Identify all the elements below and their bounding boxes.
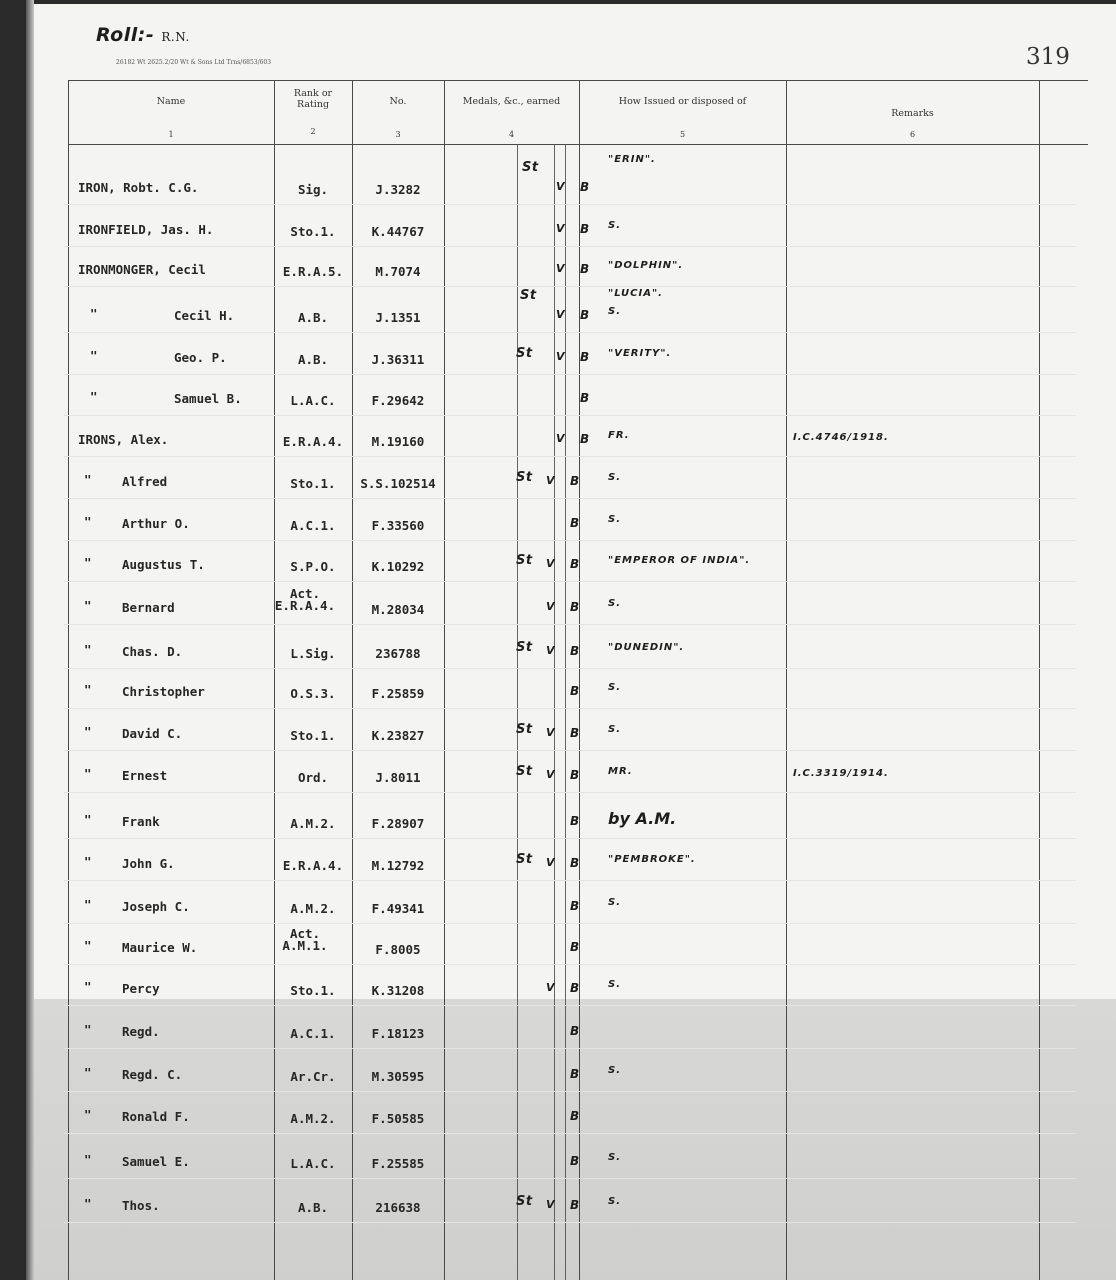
medal-victory: V: [556, 350, 566, 363]
medal-star: St: [516, 1194, 533, 1209]
medal-victory: V: [556, 262, 566, 275]
row-rank: A.B.: [297, 352, 329, 367]
medal-british-war: B: [570, 940, 580, 954]
issue-note: S.: [608, 897, 622, 908]
row-number: K.31208: [371, 983, 425, 998]
medal-british-war: B: [570, 856, 580, 870]
roll-sheet: [34, 4, 1116, 1280]
row-name: IRONMONGER, Cecil: [78, 262, 206, 277]
row-rank: S.P.O.: [290, 559, 336, 574]
column-number-6: 6: [909, 130, 916, 139]
medal-victory: V: [546, 644, 556, 657]
roll-title: Roll:- R.N.: [96, 24, 190, 46]
ruled-line: [64, 750, 1076, 751]
ditto-mark: ": [84, 1022, 92, 1037]
issue-note: "DUNEDIN".: [608, 642, 685, 653]
issue-note: "ERIN".: [608, 154, 656, 165]
row-number: F.25585: [371, 1156, 425, 1171]
row-name: Regd. C.: [122, 1067, 183, 1082]
row-name: Ronald F.: [122, 1109, 190, 1124]
medal-star: St: [520, 288, 537, 303]
ruled-line: [64, 880, 1076, 881]
ditto-mark: ": [84, 642, 92, 657]
ditto-mark: ": [84, 897, 92, 912]
row-rank: E.R.A.5.: [282, 264, 344, 279]
ruled-line: [64, 1005, 1076, 1006]
ditto-mark: ": [84, 1065, 92, 1080]
medal-british-war: B: [580, 350, 590, 364]
row-rank: Sto.1.: [290, 476, 336, 491]
issue-note-extra: "LUCIA".: [608, 288, 663, 299]
row-number: M.7074: [375, 264, 421, 279]
issue-note: FR.: [608, 430, 630, 441]
ditto-mark: ": [84, 724, 92, 739]
row-number: F.25859: [371, 686, 425, 701]
medal-british-war: B: [570, 474, 580, 488]
row-rank: Ar.Cr.: [290, 1069, 336, 1084]
medal-british-war: B: [570, 1067, 580, 1081]
medal-british-war: B: [570, 981, 580, 995]
medal-victory: V: [546, 474, 556, 487]
ruled-line: [64, 708, 1076, 709]
row-rank: Sto.1.: [290, 728, 336, 743]
medal-british-war: B: [570, 768, 580, 782]
ditto-mark: ": [90, 389, 98, 404]
row-name: Geo. P.: [174, 350, 227, 365]
medal-victory: V: [546, 981, 556, 994]
issue-note: by A.M.: [608, 809, 677, 828]
ruled-line: [64, 1222, 1076, 1223]
row-number: M.28034: [371, 602, 425, 617]
row-rank: L.Sig.: [290, 646, 336, 661]
row-name: Regd.: [122, 1024, 160, 1039]
row-name: David C.: [122, 726, 183, 741]
issue-note: S.: [608, 979, 622, 990]
issue-note: S.: [608, 514, 622, 525]
row-name: Maurice W.: [122, 940, 198, 955]
medal-victory: V: [556, 308, 566, 321]
row-name: Joseph C.: [122, 899, 190, 914]
issue-note: S.: [608, 1152, 622, 1163]
ditto-mark: ": [84, 1152, 92, 1167]
print-reference: 26182 Wt 2625.2/20 Wt & Sons Ltd Trns/6853/603: [116, 59, 272, 66]
issue-note: S.: [608, 472, 622, 483]
header-bottom-rule: [68, 144, 1088, 145]
ruled-line: [64, 792, 1076, 793]
issue-note: S.: [608, 598, 622, 609]
ditto-mark: ": [90, 306, 98, 321]
row-name: IRONS, Alex.: [78, 432, 169, 447]
medal-star: St: [516, 553, 533, 568]
row-rank: E.R.A.4.: [282, 434, 344, 449]
row-name: Percy: [122, 981, 160, 996]
column-rule: [579, 80, 580, 1280]
row-name: Cecil H.: [174, 308, 235, 323]
issue-note: S.: [608, 724, 622, 735]
row-number: M.30595: [371, 1069, 425, 1084]
column-rule: [444, 80, 445, 1280]
sheet-edge: [26, 0, 34, 1280]
row-number: F.18123: [371, 1026, 425, 1041]
ditto-mark: ": [84, 682, 92, 697]
medal-star: St: [516, 764, 533, 779]
row-remarks: I.C.3319/1914.: [793, 768, 889, 779]
column-header-2: Rank or Rating: [293, 88, 333, 110]
medal-british-war: B: [570, 814, 580, 828]
ruled-line: [64, 246, 1076, 247]
ruled-line: [64, 624, 1076, 625]
row-number: S.S.102514: [360, 476, 436, 491]
column-header-4: Medals, &c., earned: [462, 96, 561, 107]
medal-victory: V: [546, 726, 556, 739]
issue-note: S.: [608, 682, 622, 693]
medal-subcolumn-rule: [517, 144, 518, 1280]
ruled-line: [64, 838, 1076, 839]
column-number-4: 4: [508, 130, 515, 139]
issue-note: "VERITY".: [608, 348, 672, 359]
medal-british-war: B: [580, 222, 590, 236]
row-rank: L.A.C.: [290, 393, 336, 408]
column-header-6: Remarks: [891, 108, 934, 119]
row-name: Samuel B.: [174, 391, 242, 406]
medal-victory: V: [556, 432, 566, 445]
header-top-rule: [68, 80, 1088, 81]
roll-unit: R.N.: [161, 30, 190, 44]
medal-british-war: B: [570, 684, 580, 698]
row-number: M.19160: [371, 434, 425, 449]
medal-british-war: B: [570, 557, 580, 571]
row-name: Ernest: [122, 768, 168, 783]
medal-british-war: B: [570, 1024, 580, 1038]
ditto-mark: ": [84, 514, 92, 529]
medal-british-war: B: [570, 899, 580, 913]
row-name: Augustus T.: [122, 557, 205, 572]
ruled-line: [64, 668, 1076, 669]
row-name: Alfred: [122, 474, 168, 489]
ruled-line: [64, 1091, 1076, 1092]
ditto-mark: ": [84, 812, 92, 827]
ditto-mark: ": [84, 555, 92, 570]
row-rank: A.B.: [297, 1200, 329, 1215]
ruled-line: [64, 923, 1076, 924]
row-number: 216638: [375, 1200, 421, 1215]
medal-british-war: B: [570, 600, 580, 614]
row-number: J.8011: [375, 770, 421, 785]
column-rule: [68, 80, 69, 1280]
column-header-1: Name: [156, 96, 186, 107]
medal-victory: V: [546, 1198, 556, 1211]
page-number: 319: [1026, 44, 1070, 70]
ruled-line: [64, 964, 1076, 965]
medal-british-war: B: [580, 391, 590, 405]
issue-note: S.: [608, 1196, 622, 1207]
ditto-mark: ": [84, 1107, 92, 1122]
row-rank: O.S.3.: [290, 686, 336, 701]
issue-note: "EMPEROR OF INDIA".: [608, 555, 751, 566]
ruled-line: [64, 415, 1076, 416]
row-name: Frank: [122, 814, 160, 829]
ditto-mark: ": [84, 854, 92, 869]
issue-note: "DOLPHIN".: [608, 260, 684, 271]
medal-star: St: [516, 640, 533, 655]
ditto-mark: ": [84, 938, 92, 953]
row-number: F.33560: [371, 518, 425, 533]
medal-victory: V: [546, 600, 556, 613]
row-number: J.1351: [375, 310, 421, 325]
row-name: Thos.: [122, 1198, 160, 1213]
row-rank: Sig.: [297, 182, 329, 197]
column-header-3: No.: [389, 96, 407, 107]
ruled-line: [64, 540, 1076, 541]
row-name: IRONFIELD, Jas. H.: [78, 222, 214, 237]
ruled-line: [64, 1178, 1076, 1179]
ruled-line: [64, 498, 1076, 499]
ditto-mark: ": [84, 598, 92, 613]
medal-star: St: [516, 470, 533, 485]
column-number-5: 5: [679, 130, 686, 139]
row-rank: A.C.1.: [290, 518, 336, 533]
row-rank: Act. A.M.1.: [282, 926, 328, 953]
medal-victory: V: [556, 222, 566, 235]
row-number: K.10292: [371, 559, 425, 574]
ditto-mark: ": [84, 766, 92, 781]
medal-victory: V: [546, 856, 556, 869]
row-rank: Ord.: [297, 770, 329, 785]
column-header-5: How Issued or disposed of: [618, 96, 747, 107]
medal-star: St: [516, 722, 533, 737]
row-remarks: I.C.4746/1918.: [793, 432, 889, 443]
row-name: John G.: [122, 856, 175, 871]
ditto-mark: ": [84, 979, 92, 994]
row-name: Christopher: [122, 684, 205, 699]
row-rank: L.A.C.: [290, 1156, 336, 1171]
row-number: M.12792: [371, 858, 425, 873]
ruled-line: [64, 1133, 1076, 1134]
column-number-3: 3: [395, 130, 401, 139]
ruled-line: [64, 456, 1076, 457]
medal-subcolumn-rule: [565, 144, 566, 1280]
row-name: Arthur O.: [122, 516, 190, 531]
issue-note: S.: [608, 1065, 622, 1076]
row-number: K.23827: [371, 728, 425, 743]
row-number: 236788: [375, 646, 421, 661]
ditto-mark: ": [84, 472, 92, 487]
ruled-line: [64, 332, 1076, 333]
row-rank: Act. E.R.A.4.: [274, 586, 336, 613]
medal-star: St: [516, 852, 533, 867]
ruled-line: [64, 1048, 1076, 1049]
row-rank: A.C.1.: [290, 1026, 336, 1041]
ditto-mark: ": [90, 348, 98, 363]
issue-note: "PEMBROKE".: [608, 854, 696, 865]
medal-victory: V: [546, 557, 556, 570]
medal-british-war: B: [580, 180, 590, 194]
medal-british-war: B: [570, 1198, 580, 1212]
ruled-line: [64, 286, 1076, 287]
issue-note: S.: [608, 220, 622, 231]
scan-shading: [34, 999, 1116, 1280]
medal-british-war: B: [580, 262, 590, 276]
issue-note: MR.: [608, 766, 633, 777]
row-number: F.8005: [375, 942, 421, 957]
row-name: Samuel E.: [122, 1154, 190, 1169]
ruled-line: [64, 374, 1076, 375]
row-rank: A.B.: [297, 310, 329, 325]
row-number: F.50585: [371, 1111, 425, 1126]
ruled-line: [64, 581, 1076, 582]
column-number-1: 1: [168, 130, 174, 139]
medal-british-war: B: [570, 726, 580, 740]
row-rank: Sto.1.: [290, 224, 336, 239]
row-rank: E.R.A.4.: [282, 858, 344, 873]
row-name: IRON, Robt. C.G.: [78, 180, 199, 195]
row-rank: A.M.2.: [290, 816, 336, 831]
row-name: Bernard: [122, 600, 175, 615]
medal-star: St: [516, 346, 533, 361]
column-rule: [1039, 80, 1040, 1280]
ruled-line: [64, 204, 1076, 205]
row-rank: A.M.2.: [290, 901, 336, 916]
medal-british-war: B: [570, 1109, 580, 1123]
ditto-mark: ": [84, 1196, 92, 1211]
row-number: J.36311: [371, 352, 425, 367]
row-name: Chas. D.: [122, 644, 183, 659]
row-number: F.29642: [371, 393, 425, 408]
row-rank: A.M.2.: [290, 1111, 336, 1126]
row-rank: Sto.1.: [290, 983, 336, 998]
issue-note: S.: [608, 306, 622, 317]
medal-victory: V: [546, 768, 556, 781]
medal-victory: V: [556, 180, 566, 193]
row-number: F.49341: [371, 901, 425, 916]
row-number: K.44767: [371, 224, 425, 239]
medal-british-war: B: [570, 1154, 580, 1168]
medal-star: St: [522, 160, 539, 175]
medal-british-war: B: [580, 432, 590, 446]
medal-british-war: B: [570, 644, 580, 658]
medal-british-war: B: [570, 516, 580, 530]
row-number: J.3282: [375, 182, 421, 197]
column-rule: [274, 80, 275, 1280]
medal-british-war: B: [580, 308, 590, 322]
column-number-2: 2: [310, 127, 316, 136]
row-number: F.28907: [371, 816, 425, 831]
column-rule: [786, 80, 787, 1280]
column-rule: [352, 80, 353, 1280]
